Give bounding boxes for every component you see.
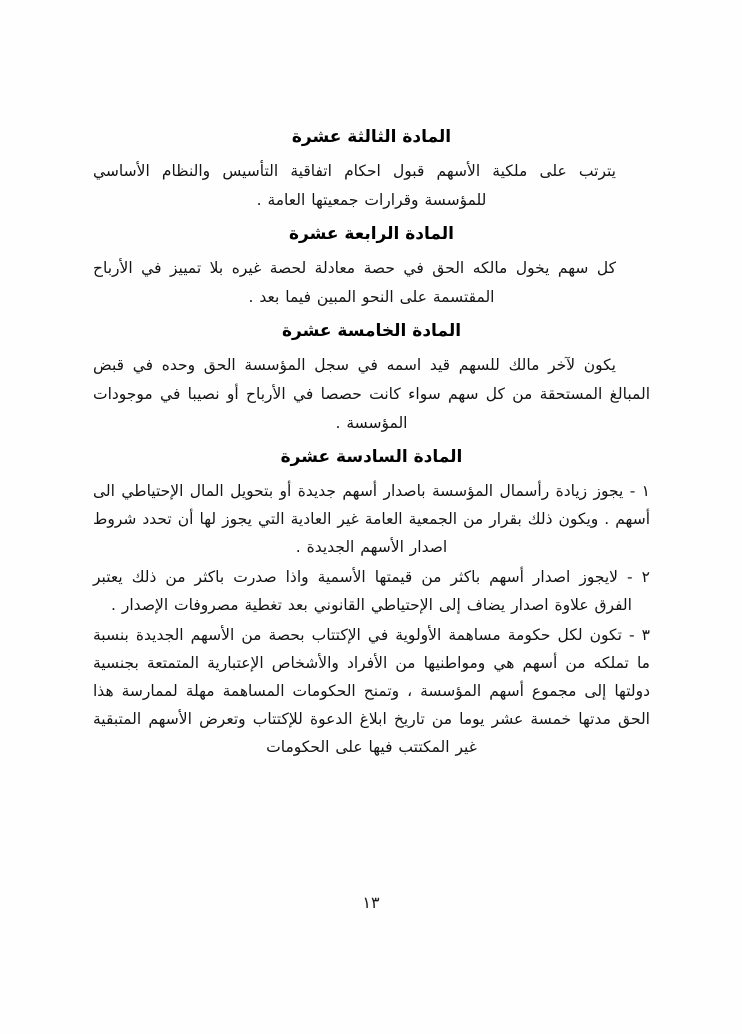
article-16-section [93,443,650,761]
article-16-title: المادة السادسة عشرة [280,447,463,467]
article-13-paragraph: يترتب على ملكية الأسهم قبول احكام اتفاقية التأسيس والنظام الأساسي للمؤسسة وقرارات جمعيتها العامة . [93,162,616,209]
clause-3-number: ٣ - [629,626,650,644]
clause-1-text: يجوز زيادة رأسمال المؤسسة باصدار أسهم جديدة أو بتحويل المال الإحتياطي الى أسهم . ويكون ذلك بقرار من الجمعية العامة غير العادية التي يجوز لها أن تحدد شروط اصدار الأسهم الجديدة . [93,482,650,556]
article-13-section [93,123,650,215]
clause-2-text: لايجوز اصدار أسهم باكثر من قيمتها الأسمية واذا صدرت باكثر من ذلك يعتبر الفرق علاوة اصدار يضاف إلى الإحتياطي القانوني بعد تغطية مصروفات الإصدار . [93,568,632,614]
article-16-clause-1 [93,477,650,561]
article-13-title: المادة الثالثة عشرة [291,127,452,147]
article-16-clause-2 [93,563,650,619]
page-number: ١٣ [362,893,380,912]
article-15-title: المادة الخامسة عشرة [281,321,462,341]
article-14-paragraph: كل سهم يخول مالكه الحق في حصة معادلة لحصة غيره بلا تمييز في الأرباح المقتسمة على النحو المبين فيما بعد . [93,259,616,306]
clause-2-number: ٢ - [627,568,650,586]
article-15-paragraph: يكون لآخر مالك للسهم قيد اسمه في سجل المؤسسة الحق وحده في قبض المبالغ المستحقة من كل سهم سواء كانت حصصا في الأرباح أو نصيبا في موجودات المؤسسة . [93,356,650,432]
article-15-section [93,317,650,438]
article-14-section [93,220,650,312]
article-16-clause-3 [93,621,650,761]
clause-3-text: تكون لكل حكومة مساهمة الأولوية في الإكتتاب بحصة من الأسهم الجديدة بنسبة ما تملكه من أسهم هي ومواطنيها من الأفراد والأشخاص الإعتبارية المتمتعة بجنسية دولتها إلى مجموع أسهم المؤسسة ، وتمنح الحكومات المساهمة مهلة لممارسة هذا الحق مدتها خمسة عشر يوما من تاريخ ابلاغ الدعوة للإكتتاب وتعرض الأسهم المتبقية غير المكتتب فيها على الحكومات [93,626,650,756]
clause-1-number: ١ - [629,482,650,500]
article-14-title: المادة الرابعة عشرة [288,224,454,244]
